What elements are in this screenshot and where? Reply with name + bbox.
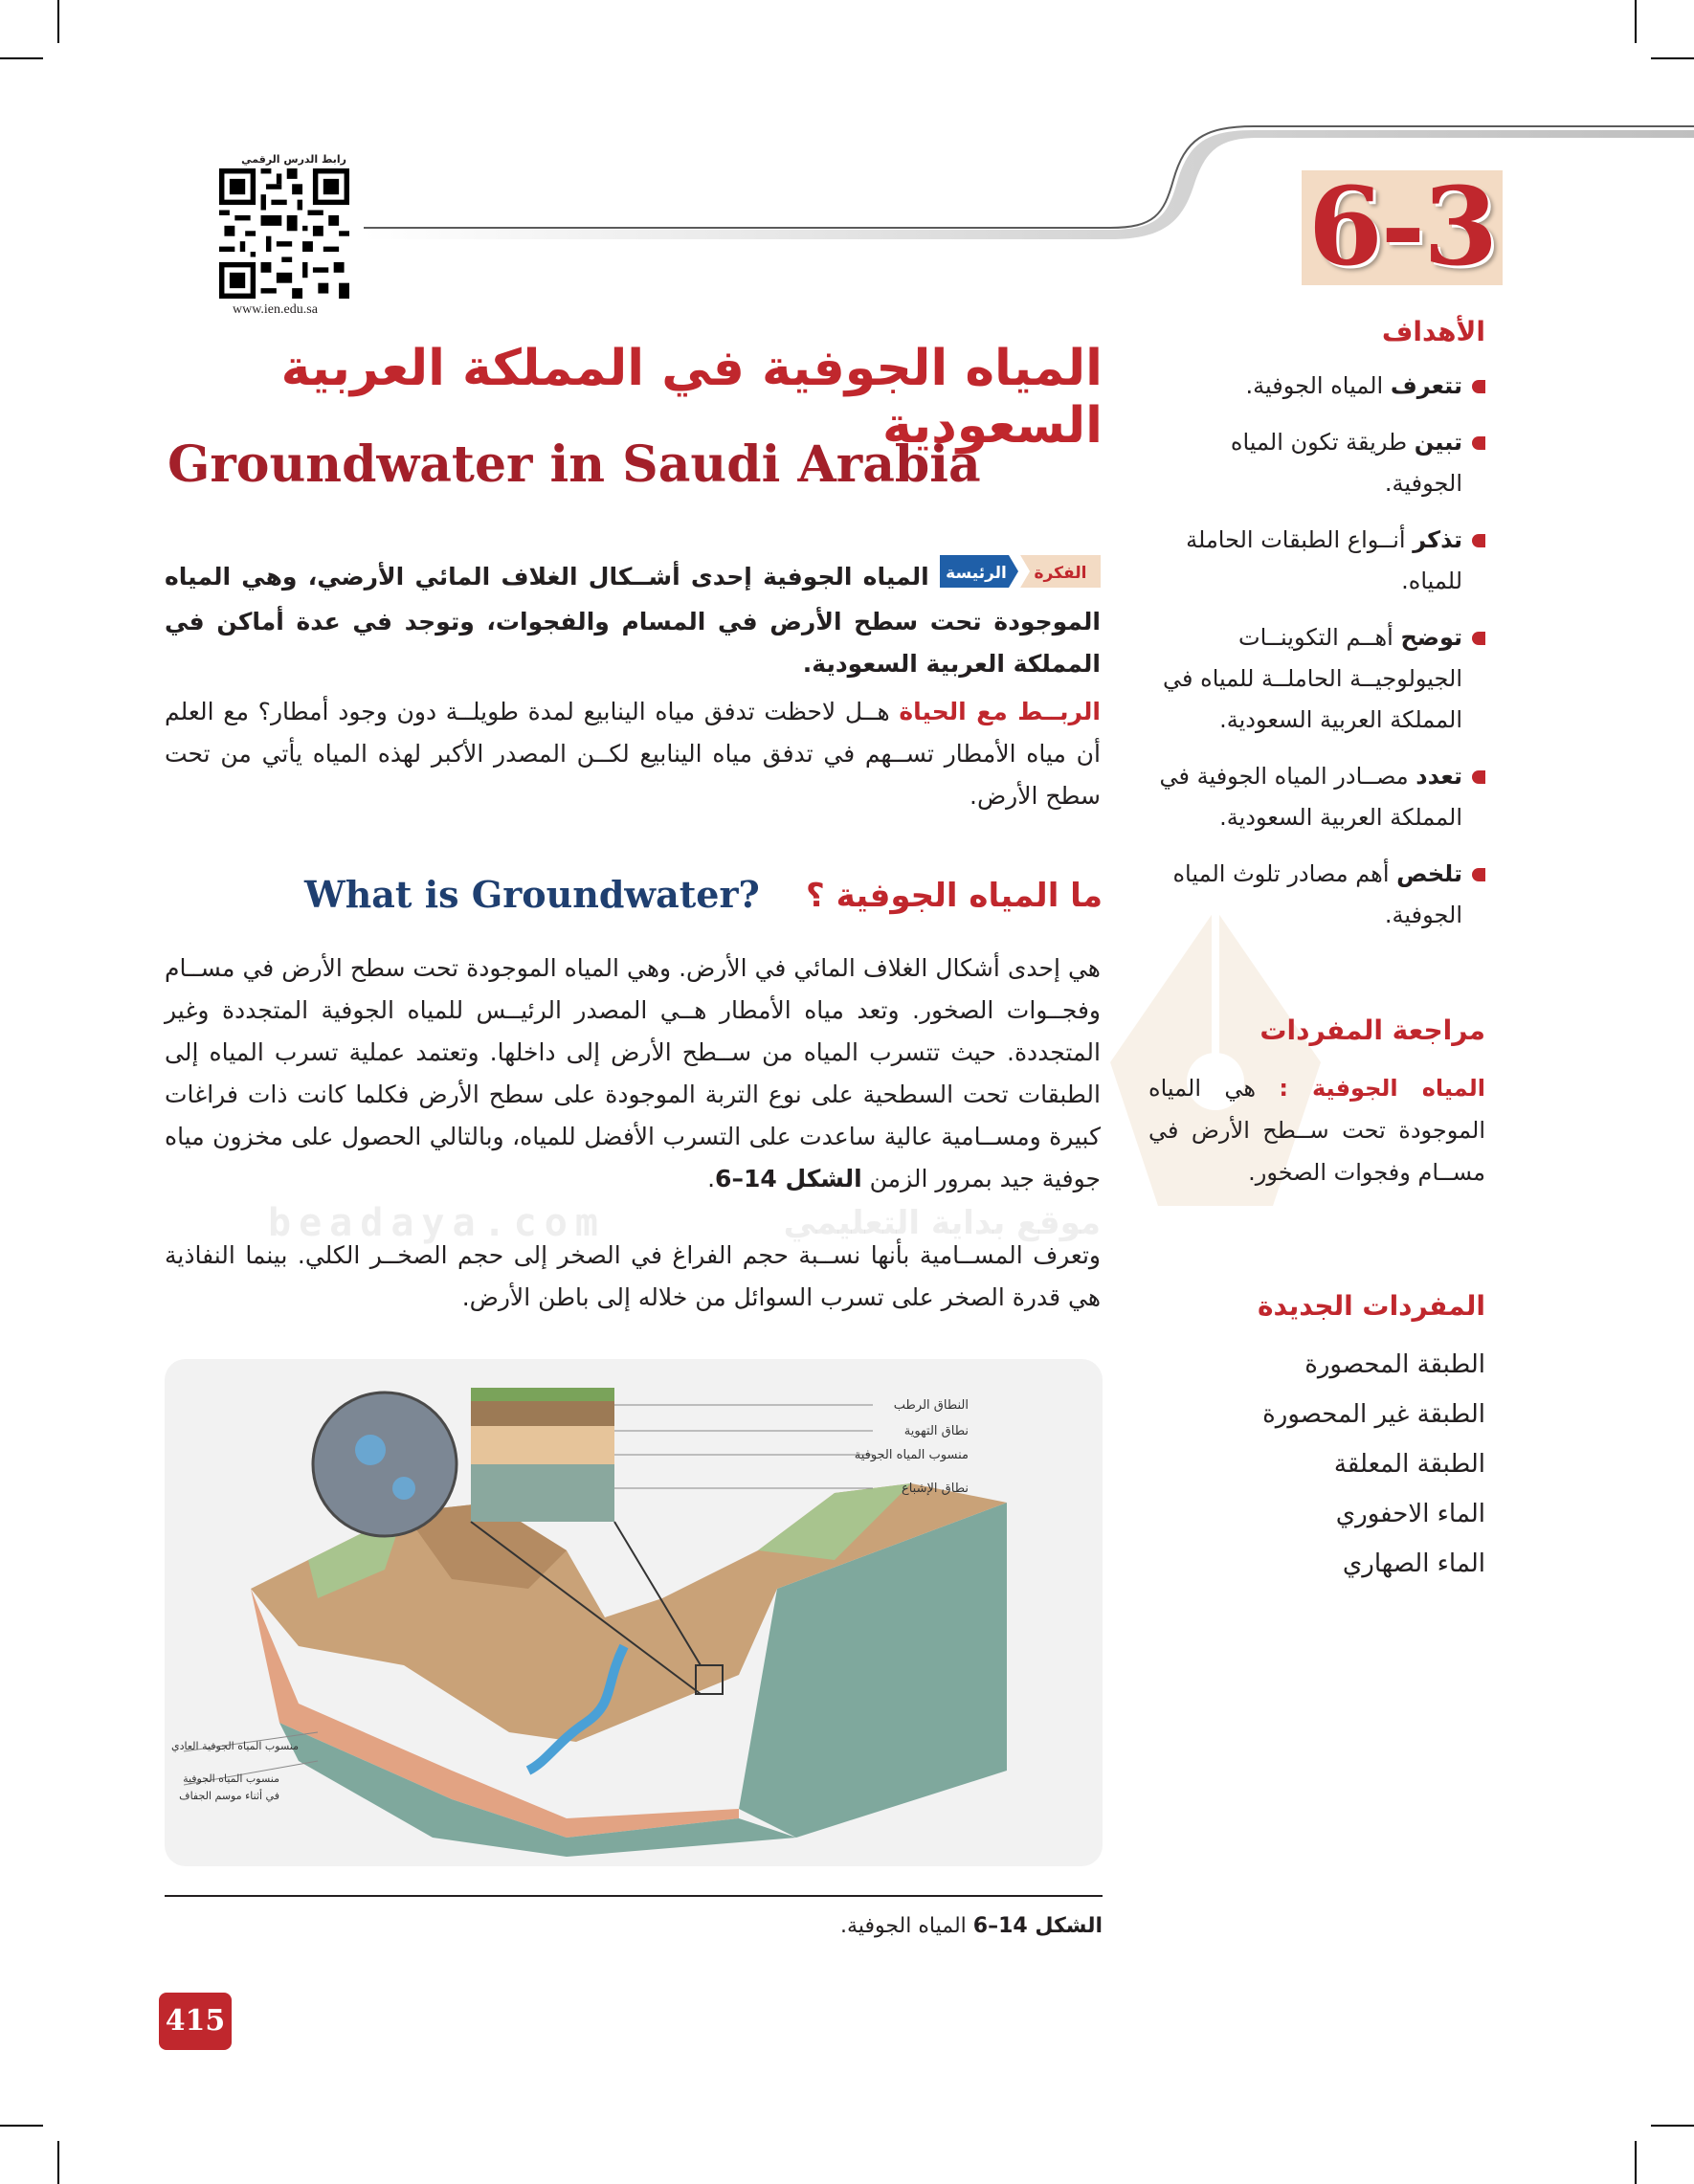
bullet-icon	[1472, 868, 1485, 881]
main-idea-tag-shape	[940, 555, 1101, 588]
bullet-icon	[1472, 380, 1485, 393]
figure-caption-text: المياه الجوفية.	[840, 1914, 967, 1938]
diagram-pore-water	[392, 1477, 415, 1500]
objectives-heading: الأهداف	[1381, 316, 1485, 347]
life-link-label: الربــط مع الحياة	[899, 698, 1102, 725]
diagram-pore-zoom	[313, 1393, 457, 1536]
vocab-review-definition: هي المياه الموجودة تحت ســطح الأرض في مســام وفجوات الصخور.	[1148, 1075, 1485, 1186]
diagram-soil-column-aeration	[471, 1426, 614, 1464]
crop-mark	[57, 0, 59, 43]
diagram-label-dry-water-table-2: في أثناء موسم الجفاف	[179, 1790, 279, 1802]
section-heading-arabic: ما المياه الجوفية ؟	[806, 877, 1103, 915]
new-vocab-heading: المفردات الجديدة	[1258, 1290, 1485, 1322]
bullet-icon	[1472, 534, 1485, 547]
page-title-english: Groundwater in Saudi Arabia	[167, 435, 981, 494]
vocab-review-body	[1148, 1067, 1485, 1193]
vocab-review-heading: مراجعة المفردات	[1259, 1014, 1485, 1046]
qr-url[interactable]: www.ien.edu.sa	[233, 302, 318, 317]
bullet-icon	[1472, 632, 1485, 645]
objective-text: أهــم التكوينــات الجيولوجيــة الحاملــة للمياه في المملكة العربية السعودية.	[1163, 624, 1462, 733]
new-vocab-item: الماء الصهاري	[1342, 1549, 1485, 1578]
objective-item	[1148, 520, 1485, 602]
crop-mark	[1635, 2141, 1637, 2184]
crop-mark	[1651, 57, 1694, 59]
diagram-label-moist-zone: النطاق الرطب	[893, 1398, 969, 1413]
objective-verb: توضح	[1400, 624, 1462, 651]
page-title-arabic: المياه الجوفية في المملكة العربية السعودية	[280, 340, 1103, 455]
new-vocab-item: الطبقة غير المحصورة	[1262, 1400, 1485, 1429]
crop-mark	[0, 2125, 43, 2127]
diagram-label-normal-water-table: منسوب المياه الجوفية العادي	[171, 1740, 299, 1752]
crop-mark	[0, 57, 43, 59]
objective-item	[1148, 756, 1485, 838]
objective-verb: تعدد	[1415, 763, 1462, 790]
objective-item	[1148, 854, 1485, 936]
diagram-label-saturation-zone: نطاق الإشباع	[901, 1482, 969, 1496]
figure-caption-ref: الشكل 14–6	[972, 1914, 1103, 1938]
diagram-label-dry-water-table-1: منسوب المياه الجوفية	[183, 1772, 279, 1785]
objective-item	[1148, 366, 1485, 407]
main-idea-tag	[940, 555, 1101, 601]
qr-code[interactable]	[219, 168, 349, 299]
section-paragraph-1: هي إحدى أشكال الغلاف المائي في الأرض. وهي المياه الموجودة تحت سطح الأرض في مســام وفجــوات الصخور. وتعد مياه الأمطار هــي المصدر الرئيــس للمياه الجوفية المتجددة وغير المتجددة. حيث تتسرب المياه من ســطح الأرض إلى داخلها. وتعتمد عملية تسرب المياه إلى الطبقات تحت السطحية على نوع التربة الموجودة على سطح الأرض فكلما كانت ذات فراغات كبيرة ومســامية عالية ساعدت على التسرب الأفضل للمياه، وبالتالي الحصول على مخزون مياه جوفية جيد بمرور الزمن الشكل 14–6.	[165, 954, 1101, 1192]
watermark-text: موقع بداية التعليمي	[783, 1204, 1101, 1242]
life-link	[165, 691, 1101, 817]
page-number: 415	[159, 1993, 232, 2050]
groundwater-diagram	[165, 1359, 1103, 1866]
figure-panel	[165, 1359, 1103, 1866]
objective-text: طريقة تكون المياه الجوفية.	[1230, 429, 1462, 497]
main-idea-tag-word1: الفكرة	[1034, 564, 1087, 583]
diagram-soil-column-top	[471, 1397, 614, 1426]
objective-verb: تتعرف	[1390, 372, 1462, 399]
section-heading-english: What is Groundwater?	[304, 873, 760, 916]
objective-text: مصــادر المياه الجوفية في المملكة العربية السعودية.	[1159, 763, 1462, 831]
diagram-soil-column-grass	[471, 1388, 614, 1401]
diagram-label-aeration-zone: نطاق التهوية	[903, 1424, 969, 1438]
objective-item	[1148, 617, 1485, 741]
new-vocab-list	[1148, 1340, 1485, 1589]
qr-caption: رابط الدرس الرقمي	[241, 153, 346, 166]
lesson-number: 6-3	[1302, 170, 1503, 285]
new-vocab-item: الماء الاحفوري	[1335, 1500, 1485, 1528]
crop-mark	[1651, 2125, 1694, 2127]
objective-text: أنــواع الطبقات الحاملة للمياه.	[1186, 526, 1462, 594]
bullet-icon	[1472, 436, 1485, 450]
objective-item	[1148, 422, 1485, 504]
figure-caption	[165, 1914, 1103, 1938]
objective-text: أهم مصادر تلوث المياه الجوفية.	[1172, 860, 1462, 928]
section-figure-reference: الشكل 14–6	[715, 1165, 862, 1192]
new-vocab-item: الطبقة المحصورة	[1304, 1350, 1485, 1379]
crop-mark	[57, 2141, 59, 2184]
diagram-pore-water	[355, 1435, 386, 1465]
objective-verb: تذكر	[1413, 526, 1462, 553]
vocab-review-term: المياه الجوفية :	[1279, 1075, 1485, 1102]
objective-verb: تبين	[1414, 429, 1462, 456]
objective-verb: تلخص	[1396, 860, 1462, 887]
main-idea-text: المياه الجوفية إحدى أشــكال الغلاف المائي الأرضي، وهي المياه الموجودة تحت سطح الأرض في المسام والفجوات، وتوجد في عدة أماكن في المملكة العربية السعودية.	[165, 563, 1101, 678]
section-paragraph-1-text: هي إحدى أشكال الغلاف المائي في الأرض. وهي المياه الموجودة تحت سطح الأرض في مســام وفجــوات الصخور. وتعد مياه الأمطار هــي المصدر الرئيــس للمياه الجوفية المتجددة وغير المتجددة. حيث تتسرب المياه من ســطح الأرض إلى داخلها. وتعتمد عملية تسرب المياه إلى الطبقات تحت السطحية على نوع التربة الموجودة على سطح الأرض فكلما كانت ذات فراغات كبيرة ومســامية عالية ساعدت على التسرب الأفضل للمياه، وبالتالي الحصول على مخزون مياه جوفية جيد بمرور الزمن	[165, 954, 1101, 1192]
crop-mark	[1635, 0, 1637, 43]
watermark-site: beadaya.com	[268, 1201, 606, 1245]
caption-rule	[165, 1895, 1103, 1897]
life-link-text: هــل لاحظت تدفق مياه الينابيع لمدة طويلــة دون وجود أمطار؟ مع العلم أن مياه الأمطار تســهم في تدفق مياه الينابيع لكــن المصدر الأكبر لهذه المياه يأتي من تحت سطح الأرض.	[165, 698, 1101, 810]
diagram-label-water-table: منسوب المياه الجوفية	[854, 1448, 969, 1462]
section-paragraph-2: وتعرف المســامية بأنها نســبة حجم الفراغ في الصخر إلى حجم الصخــر الكلي. بينما النفاذية هي قدرة الصخر على تسرب السوائل من خلاله إلى باطن الأرض.	[165, 1241, 1101, 1311]
objective-text: المياه الجوفية.	[1245, 372, 1384, 399]
section-heading	[304, 873, 1103, 921]
main-idea-tag-word2: الرئيسة	[946, 564, 1007, 583]
bullet-icon	[1472, 770, 1485, 784]
new-vocab-item: الطبقة المعلقة	[1333, 1450, 1485, 1479]
main-idea	[165, 555, 1101, 685]
objectives-list	[1148, 366, 1485, 936]
